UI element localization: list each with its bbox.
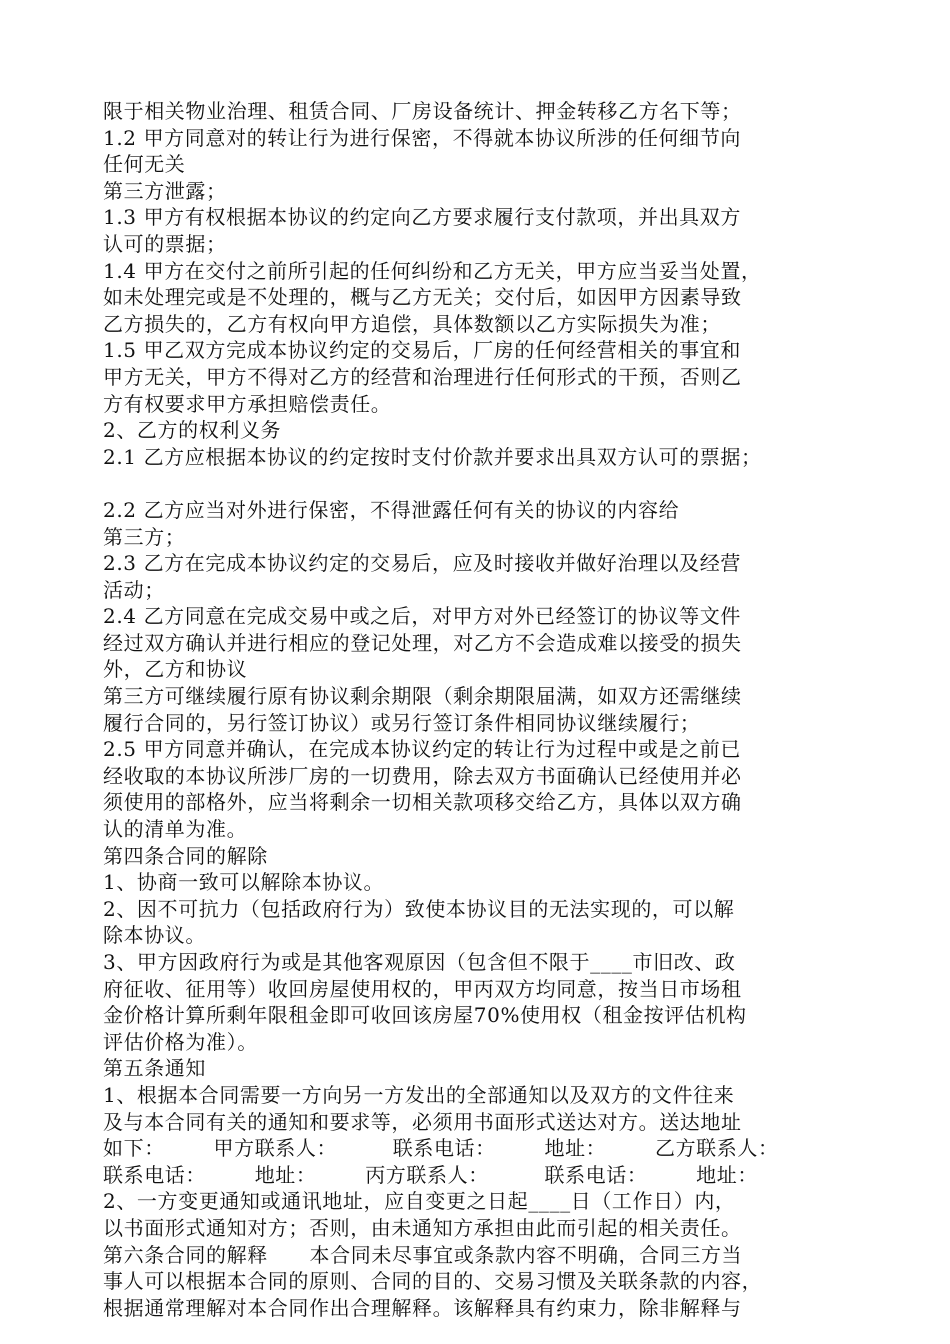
text-line: 1.3 甲方有权根据本协议的约定向乙方要求履行支付款项，并出具双方	[103, 205, 741, 230]
text-line: 1、协商一致可以解除本协议。	[103, 870, 385, 895]
text-line: 须使用的部格外，应当将剩余一切相关款项移交给乙方，具体以双方确	[103, 790, 742, 815]
text-line: 以书面形式通知对方；否则，由未通知方承担由此而引起的相关责任。	[103, 1215, 742, 1240]
text-line: 活动；	[103, 577, 165, 602]
text-line: 2、一方变更通知或通讯地址，应自变更之日起____日（工作日）内，	[103, 1189, 736, 1214]
text-line: 1.2 甲方同意对的转让行为进行保密，不得就本协议所涉的任何细节向	[103, 125, 741, 150]
text-line: 2.4 乙方同意在完成交易中或之后，对甲方对外已经签订的协议等文件	[103, 604, 741, 629]
text-line: 甲方无关，甲方不得对乙方的经营和治理进行任何形式的干预，否则乙	[103, 364, 742, 389]
text-line: 第三方；	[103, 524, 186, 549]
text-line: 2.2 乙方应当对外进行保密，不得泄露任何有关的协议的内容给	[103, 497, 680, 522]
text-line: 事人可以根据本合同的原则、合同的目的、交易习惯及关联条款的内容，	[103, 1269, 763, 1294]
text-line: 联系电话： 地址： 丙方联系人： 联系电话： 地址：	[103, 1162, 758, 1187]
text-line: 第六条合同的解释 本合同未尽事宜或条款内容不明确，合同三方当	[103, 1242, 743, 1267]
text-line: 第三方泄露；	[103, 178, 227, 203]
text-line: 2、因不可抗力（包括政府行为）致使本协议目的无法实现的，可以解	[103, 896, 735, 921]
document-body	[103, 98, 863, 1321]
text-line: 限于相关物业治理、租赁合同、厂房设备统计、押金转移乙方名下等；	[103, 99, 742, 123]
text-line: 除本协议。	[103, 923, 206, 948]
text-line: 2、乙方的权利义务	[103, 418, 282, 443]
text-line: 履行合同的，另行签订协议）或另行签订条件相同协议继续履行；	[103, 710, 701, 735]
text-line: 2.5 甲方同意并确认，在完成本协议约定的转让行为过程中或是之前已	[103, 737, 741, 762]
text-line: 任何无关	[103, 152, 186, 177]
text-line: 第五条通知	[103, 1056, 206, 1081]
text-line: 评估价格为准）。	[103, 1029, 258, 1054]
text-line: 1.4 甲方在交付之前所引起的任何纠纷和乙方无关，甲方应当妥当处置，	[103, 258, 762, 283]
blank-line	[103, 470, 863, 497]
text-line: 1.5 甲乙双方完成本协议约定的交易后，厂房的任何经营相关的事宜和	[103, 338, 741, 363]
text-line: 认可的票据；	[103, 231, 227, 256]
text-line: 外，乙方和协议	[103, 657, 248, 682]
text-line: 认的清单为准。	[103, 817, 248, 842]
text-line: 如下： 甲方联系人： 联系电话： 地址： 乙方联系人：	[103, 1136, 779, 1161]
text-line: 经过双方确认并进行相应的登记处理，对乙方不会造成难以接受的损失	[103, 630, 742, 655]
text-line: 2.3 乙方在完成本协议约定的交易后，应及时接收并做好治理以及经营	[103, 551, 741, 576]
text-line: 1、根据本合同需要一方向另一方发出的全部通知以及双方的文件往来	[103, 1082, 735, 1107]
text-line: 方有权要求甲方承担赔偿责任。	[103, 391, 392, 416]
text-line: 根据通常理解对本合同作出合理解释。该解释具有约束力，除非解释与	[103, 1295, 742, 1320]
text-line: 及与本合同有关的通知和要求等，必须用书面形式送达对方。送达地址	[103, 1109, 742, 1134]
text-line: 2.1 乙方应根据本协议的约定按时支付价款并要求出具双方认可的票据；	[103, 444, 762, 469]
text-line: 金价格计算所剩年限租金即可收回该房屋70%使用权（租金按评估机构	[103, 1003, 747, 1028]
text-line: 乙方损失的，乙方有权向甲方追偿，具体数额以乙方实际损失为准；	[103, 311, 721, 336]
text-line: 如未处理完或是不处理的，概与乙方无关；交付后，如因甲方因素导致	[103, 285, 742, 310]
text-line: 经收取的本协议所涉厂房的一切费用，除去双方书面确认已经使用并必	[103, 763, 742, 788]
text-line: 第四条合同的解除	[103, 843, 268, 868]
text-line: 府征收、征用等）收回房屋使用权的，甲丙双方均同意，按当日市场租	[103, 976, 742, 1001]
text-line: 第三方可继续履行原有协议剩余期限（剩余期限届满，如双方还需继续	[103, 684, 742, 709]
text-line: 3、甲方因政府行为或是其他客观原因（包含但不限于____市旧改、政	[103, 950, 736, 974]
